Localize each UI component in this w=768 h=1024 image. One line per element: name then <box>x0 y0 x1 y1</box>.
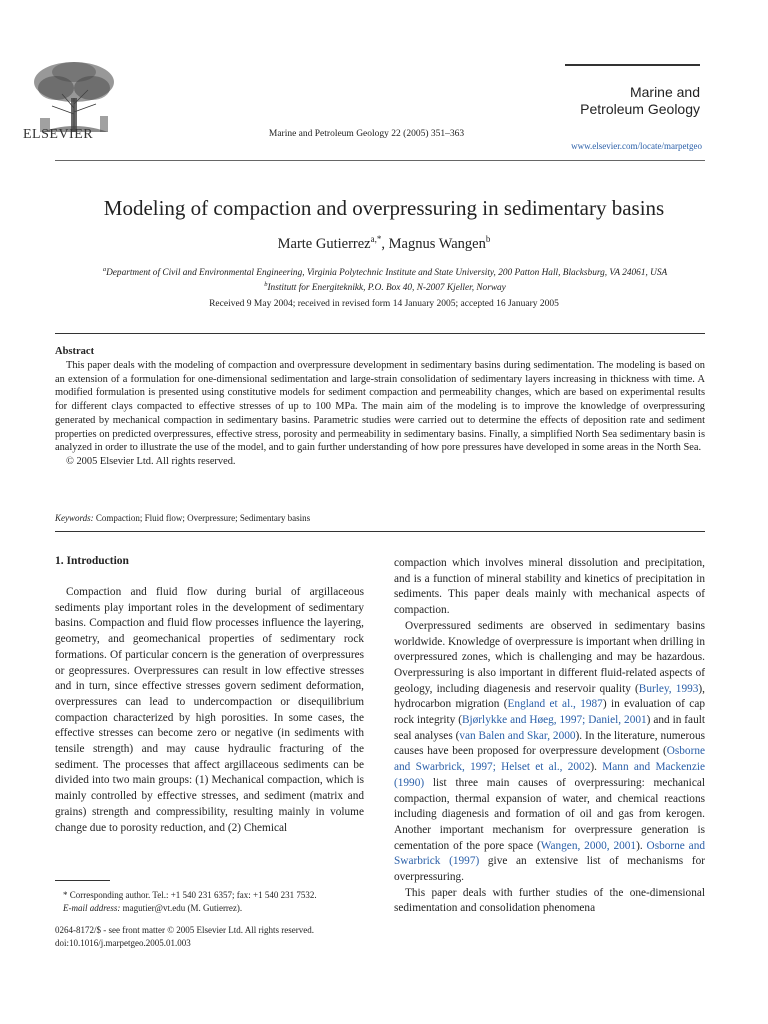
affiliation-b: $^b$Institutt for Energiteknikk, P.O. Box 40, N-2007 Kjeller, Norway <box>264 281 506 294</box>
intro-paragraph: Compaction and fluid flow during burial of argillaceous sediments play important roles in the development of sedimentary basins. Compaction and fluid flow processes influence the layering, geometry, and geomechanical properties of sedimentary rock formations. Of particular concern is the generation of overpressures or geopressures. Overpressures can result in low effective stresses and in turn, since effective stresses govern sediment deformation, overpressures can lead to undercompaction or disequilibrium compaction characterized by high porosities. In some cases, the effective stresses can become zero or negative (in sediments with tensile strength) and may cause hydraulic fracturing of the sediment. The processes that affect argillaceous sediments can be divided into two main groups: (1) Mechanical compaction, which is mainly controlled by effective stresses, and sediment (matrix and grains) strength and compressibility, resulting mainly in volume change due to porosity reduction, and (2) Chemical <box>55 586 364 834</box>
author-affil-marks: b <box>485 234 491 244</box>
author-separator: , <box>381 235 389 252</box>
right-column <box>394 556 705 917</box>
left-column <box>55 585 364 836</box>
author-affil-marks: a,* <box>370 234 382 244</box>
abstract-paragraph: This paper deals with the modeling of compaction and overpressure development in sedimentary basins during sedimentation. The modeling is based on an extension of a formulation for one-dimensional sedimentation and large-strain consolidation of sedimentary layers increasing in thickness with time. A modified formulation is presented using constitutive models for sediment compaction and permeability changes, which are based on experimental results for different clays compacted to effective stresses of up to 100 MPa. The main aim of the modeling is to improve the knowledge of overpressuring generated by mechanical compaction in sedimentary basins. Parametric studies were carried out to determine the effects of deposition rate and sediment properties on predicted overpressures, effective stress, porosity and permeability in sedimentary basins. Finally, a simplified North Sea sedimentary basin is analyzed in order to illustrate the use of the model, and to gain further understanding of how pore pressures have developed in some areas in the North Sea. <box>55 360 705 454</box>
received-dates: Received 9 May 2004; received in revised form 14 January 2005; accepted 16 January 2005 <box>209 299 559 309</box>
header-rule <box>565 64 700 66</box>
intro-paragraph-continued: compaction which involves mineral dissolution and precipitation, and is a function of mineral stability and kinetics of precipitation in sediments. This paper deals mainly with mechanical aspects of compaction. <box>394 557 705 617</box>
author-list <box>0 234 768 253</box>
doi-line: doi:10.1016/j.marpetgeo.2005.01.003 <box>55 938 191 948</box>
corresponding-author-contact: * Corresponding author. Tel.: +1 540 231 6357; fax: +1 540 231 7532. <box>63 890 317 900</box>
author-name: Marte Gutierrez <box>277 235 371 252</box>
abstract-heading: Abstract <box>55 346 95 357</box>
issn-line: 0264-8172/$ - see front matter © 2005 Elsevier Ltd. All rights reserved. <box>55 925 315 935</box>
journal-name <box>560 84 700 118</box>
intro-paragraph-scope: This paper deals with further studies of the one-dimensional sedimentation and consolidation phenomena <box>394 886 705 915</box>
issn-doi-footnote <box>55 924 385 950</box>
abstract-copyright: © 2005 Elsevier Ltd. All rights reserved. <box>66 455 236 467</box>
email-address: magutier@vt.edu (M. Gutierrez). <box>122 903 243 913</box>
article-title: Modeling of compaction and overpressuring in sedimentary basins <box>103 196 665 220</box>
citation-link[interactable]: Mann and Mackenzie (1990) <box>394 761 705 789</box>
journal-url-link[interactable]: www.elsevier.com/locate/marpetgeo <box>571 141 702 151</box>
keywords-list: Compaction; Fluid flow; Overpressure; Sedimentary basins <box>95 513 311 523</box>
citation-link[interactable]: Osborne and Swarbrick (1997) <box>394 839 705 868</box>
email-label: E-mail address: <box>63 903 121 913</box>
abstract-body <box>55 359 705 469</box>
author-name: Magnus Wangen <box>388 235 486 252</box>
citation-link[interactable]: Wangen, 2000, 2001 <box>540 839 637 852</box>
citation-link[interactable]: Osborne and Swarbrick, 1997; Helset et al., 2002 <box>394 745 705 774</box>
keywords-label: Keywords: <box>55 513 94 523</box>
elsevier-tree-logo <box>22 58 126 134</box>
keywords <box>55 513 310 523</box>
citation-link[interactable]: Burley, 1993 <box>638 682 699 695</box>
citation-link[interactable]: van Balen and Skar, 2000 <box>459 729 576 742</box>
affiliation-a: $^a$Department of Civil and Environmental Engineering, Virginia Polytechnic Institute and State University, 200 Patton Hall, Blacksburg, VA 24061, USA <box>102 266 668 279</box>
intro-paragraph-overpressure: Overpressured sediments are observed in sedimentary basins worldwide. Knowledge of overpressure is important when drilling in overpressured zones, which is challenging and may be hazardous. Overpressuring is also important in different fluid-related aspects of geology, including diagenesis and reservoir quality (Burley, 1993), hydrocarbon migration (England et al., 1987) in evaluation of cap rock integrity (Bjørlykke and Høeg, 1997; Daniel, 2001) and in fault seal analyses (van Balen and Skar, 2000). In the literature, numerous causes have been proposed for overpressure development (Osborne and Swarbrick, 1997; Helset et al., 2002). Mann and Mackenzie (1990) list three main causes of overpressuring: mechanical compaction, thermal expansion of water, and chemical reactions including diagenesis and formation of oil and gas from kerogen. Another important mechanism for overpressure generation is cementation of the pore space (Wangen, 2000, 2001). Osborne and Swarbrick (1997) give an extensive list of mechanisms for overpressuring. <box>394 619 705 884</box>
citation-link[interactable]: England et al., 1987 <box>507 698 603 711</box>
header-divider <box>55 160 705 161</box>
citation-link[interactable]: Bjørlykke and Høeg, 1997; Daniel, 2001 <box>461 714 647 727</box>
corresponding-author-footnote <box>55 889 385 915</box>
journal-name-line2: Petroleum Geology <box>580 101 700 117</box>
footnote-rule <box>55 880 110 881</box>
section-heading: 1. Introduction <box>55 555 129 567</box>
publisher-name: ELSEVIER <box>23 127 94 142</box>
affiliations <box>40 264 730 294</box>
journal-citation: Marine and Petroleum Geology 22 (2005) 351–363 <box>268 129 465 139</box>
abstract-bottom-rule <box>55 531 705 532</box>
journal-name-line1: Marine and <box>629 84 700 100</box>
abstract-top-rule <box>55 333 705 334</box>
